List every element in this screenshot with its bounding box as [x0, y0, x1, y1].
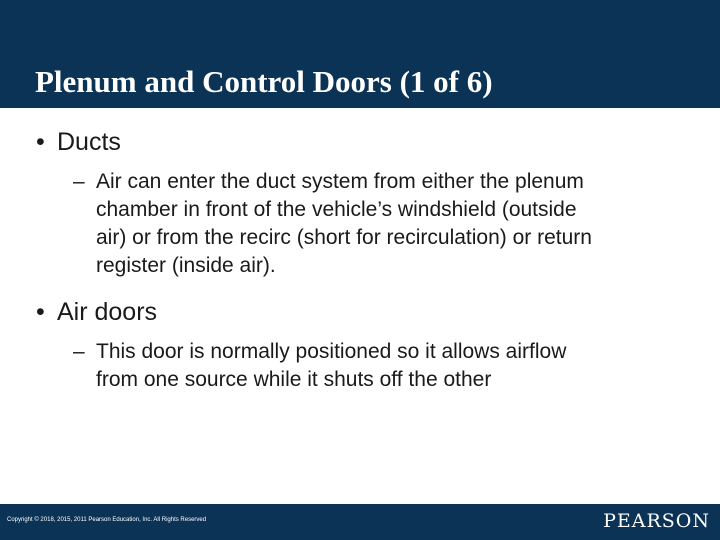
bullet-icon: •: [36, 298, 45, 326]
copyright-text: Copyright © 2018, 2015, 2011 Pearson Education, Inc. All Rights Reserved: [7, 517, 207, 523]
bullet-icon: •: [36, 128, 45, 156]
sub-bullet-line: This door is normally positioned so it allows airflow: [96, 340, 567, 363]
sub-bullet-line: air) or from the recirc (short for recirculation) or return: [96, 226, 592, 249]
bullet-air-doors: [36, 298, 157, 327]
sub-bullet-line: from one source while it shuts off the other: [96, 368, 492, 391]
sub-bullet-line: register (inside air).: [96, 254, 276, 277]
bullet-ducts: [36, 128, 121, 157]
sub-bullet-line: Air can enter the duct system from either the plenum: [96, 170, 584, 193]
sub-bullet-line: chamber in front of the vehicle’s windshield (outside: [96, 198, 577, 221]
dash-icon: –: [73, 340, 85, 363]
dash-icon: –: [73, 170, 85, 193]
sub-bullet-ducts: [73, 168, 592, 280]
slide-body: [0, 108, 720, 504]
bullet-label: Air doors: [57, 298, 158, 326]
sub-bullet-air-doors: [73, 338, 566, 394]
title-bar: [0, 0, 720, 108]
footer-bar: [0, 504, 720, 540]
slide-title: Plenum and Control Doors (1 of 6): [35, 64, 493, 99]
bullet-label: Ducts: [57, 128, 121, 156]
pearson-logo: PEARSON: [603, 510, 710, 532]
